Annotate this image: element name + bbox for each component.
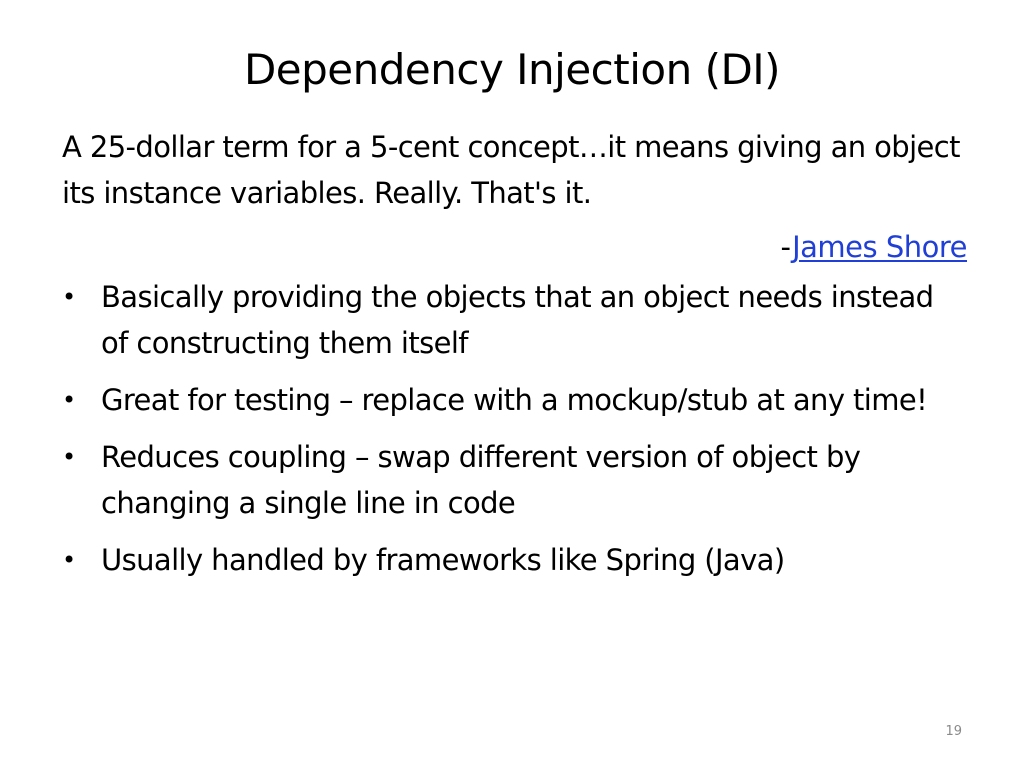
quote-attribution [62,224,967,270]
slide-title: Dependency Injection (DI) [243,45,781,94]
bullet-text: Usually handled by frameworks like Spring (Java) [101,543,785,577]
bullet-icon: • [62,443,76,471]
bullet-text: Reduces coupling – swap different version of object by changing a single line in code [101,440,861,520]
page-number: 19 [945,724,962,739]
bullet-icon: • [62,546,76,574]
bullet-item [62,537,967,583]
bullet-item [62,274,967,366]
bullet-text: Great for testing – replace with a mockup/stub at any time! [101,383,928,417]
slide-body [62,124,967,594]
quote-text: A 25-dollar term for a 5-cent concept…it means giving an object its instance variables. Really. That's it. [62,130,960,210]
bullet-item [62,434,967,526]
bullet-icon: • [62,386,76,414]
author-link[interactable]: James Shore [792,230,967,264]
attribution-prefix: - [780,230,793,264]
bullet-text: Basically providing the objects that an object needs instead of constructing them itself [101,280,934,360]
bullet-list [62,274,967,583]
bullet-icon: • [62,283,76,311]
bullet-item [62,377,967,423]
